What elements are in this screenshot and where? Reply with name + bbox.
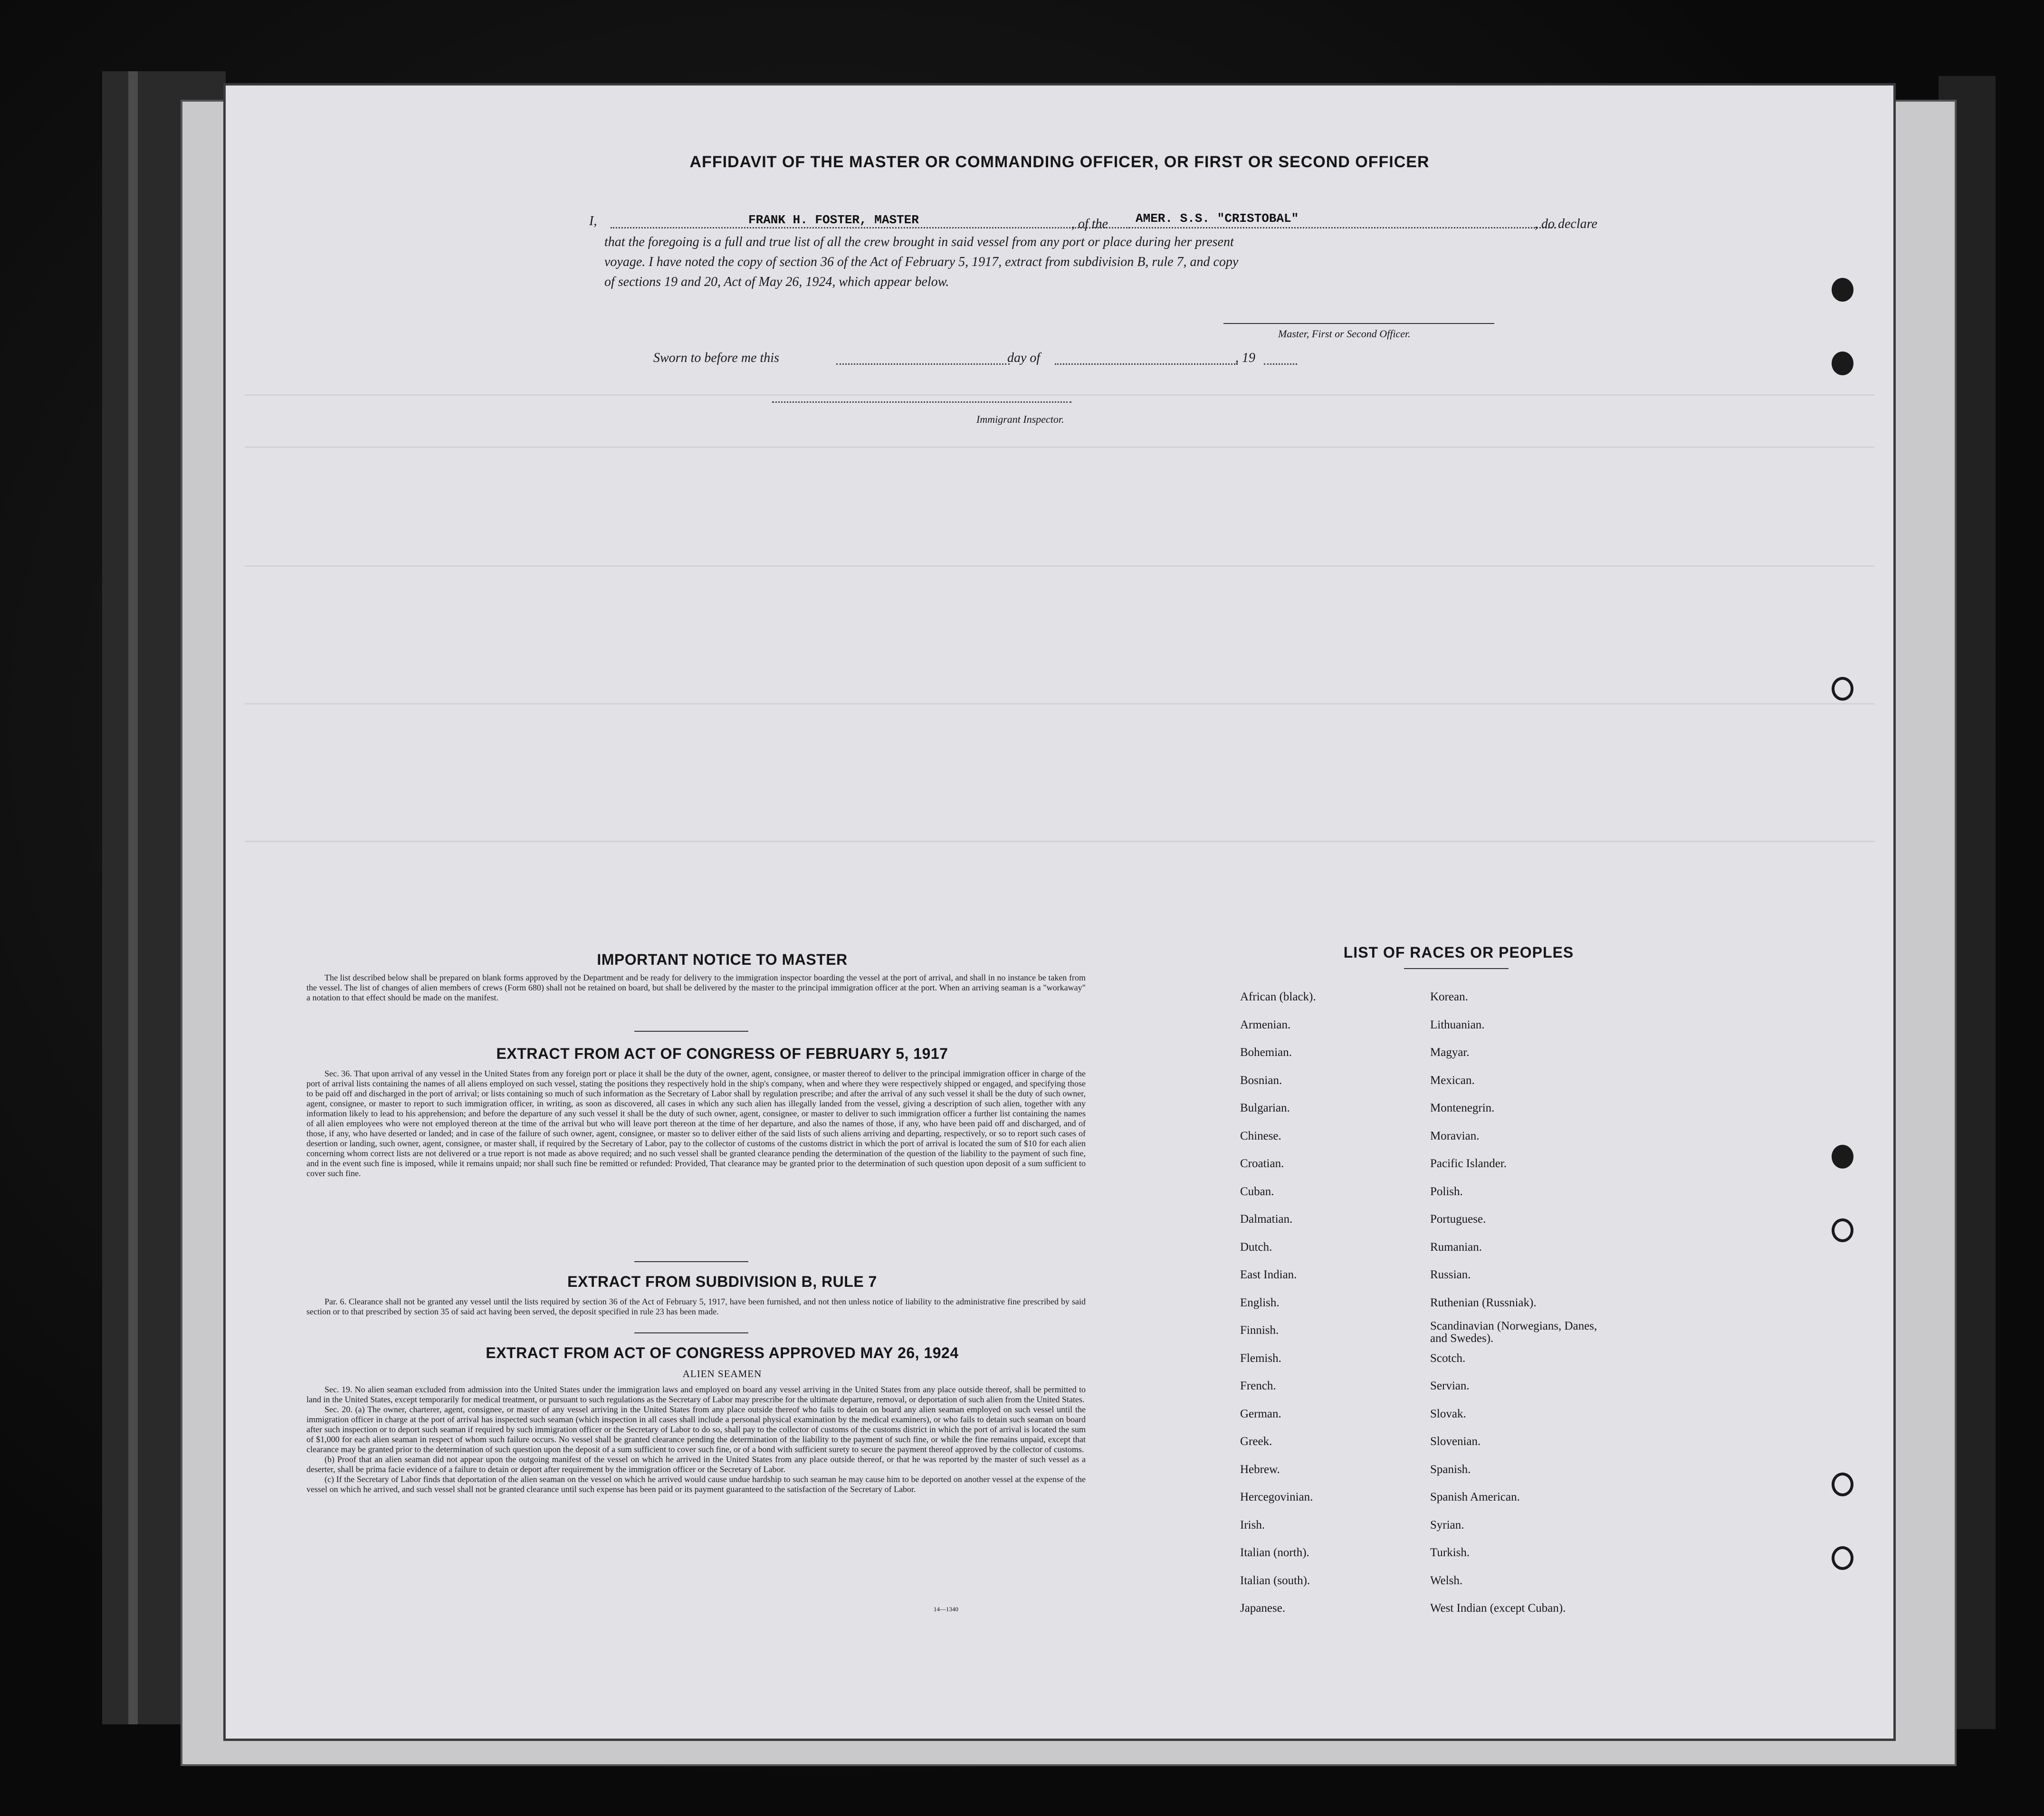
race-entry: Spanish American. <box>1430 1491 1520 1503</box>
binder-hole-icon <box>1832 1473 1853 1496</box>
races-heading: LIST OF RACES OR PEOPLES <box>1343 944 1574 961</box>
binder-hole-icon <box>1832 1546 1853 1570</box>
race-entry: Rumanian. <box>1430 1240 1482 1254</box>
race-entry: Greek. <box>1240 1435 1272 1448</box>
extract-1924-heading: EXTRACT FROM ACT OF CONGRESS APPROVED MAY 26, 1924 <box>486 1344 959 1361</box>
master-signature-line <box>1223 323 1494 324</box>
race-entry: Japanese. <box>1240 1602 1286 1615</box>
ghost-rule <box>245 841 1874 842</box>
affidavit-line-4: of sections 19 and 20, Act of May 26, 1924, which appear below. <box>604 275 949 289</box>
form-number: 14—1340 <box>934 1606 958 1613</box>
race-entry: West Indian (except Cuban). <box>1430 1602 1566 1615</box>
binder-hole-icon <box>1832 677 1853 701</box>
race-entry: Hercegovinian. <box>1240 1491 1313 1503</box>
vessel-field-line <box>1128 227 1556 228</box>
vessel-name: AMER. S.S. "CRISTOBAL" <box>1136 211 1299 226</box>
ghost-rule <box>245 565 1874 567</box>
race-entry: Flemish. <box>1240 1351 1281 1365</box>
sworn-text: Sworn to before me this <box>653 351 779 365</box>
race-entry: Armenian. <box>1240 1018 1291 1031</box>
binder-hole-icon <box>1832 1218 1853 1242</box>
race-entry: Turkish. <box>1430 1546 1470 1559</box>
race-entry: Bosnian. <box>1240 1074 1282 1087</box>
race-entry: Moravian. <box>1430 1129 1480 1142</box>
race-entry: Servian. <box>1430 1379 1470 1392</box>
section-divider <box>634 1261 748 1262</box>
par-6-paragraph: Par. 6. Clearance shall not be granted any vessel until the lists required by section 36 of the Act of February 5, 1917, have been furnished, and not then unless notice of liability to the administrative fine prescribed by said section or to that prescribed by section 35 of said act having been served, the deposit specified in rule 23 has been made. <box>306 1297 1086 1316</box>
ghost-rule <box>245 447 1874 448</box>
race-entry: Dutch. <box>1240 1240 1272 1254</box>
extract-1917-heading: EXTRACT FROM ACT OF CONGRESS OF FEBRUARY 5, 1917 <box>496 1045 948 1062</box>
affidavit-do-declare: , do declare <box>1535 217 1597 231</box>
race-entry: English. <box>1240 1296 1280 1309</box>
race-entry: African (black). <box>1240 990 1316 1003</box>
extract-rule7-heading: EXTRACT FROM SUBDIVISION B, RULE 7 <box>567 1273 877 1290</box>
year-text: , 19 <box>1235 351 1255 365</box>
alien-seamen-subheading: ALIEN SEAMEN <box>682 1368 762 1379</box>
sworn-month-line <box>1055 363 1238 365</box>
sec-20a-paragraph: Sec. 20. (a) The owner, charterer, agent, consignee, or master of any vessel arriving in the United States from any place outside thereof who fails to detain on board any alien seaman employed on such vessel until the immigration officer in charge at the port of arrival has inspected such seaman (which inspection in all cases shall include a personal physical examination by the medical examiners), or who fails to detain such seaman on board after such inspection or to deport such seaman if required by such immigration officer or the Secretary of Labor to do so, shall pay to the collector of customs of the customs district in which the port of arrival is located the sum of $1,000 for each alien seaman in respect of whom such failure occurs. No vessel shall be granted clearance pending the determination of the liability to the payment of such fine, or while the fine remains unpaid, except that clearance may be granted prior to the determination of such question upon the deposit of a sum sufficient to cover such fine, or of a bond with sufficient surety to secure the payment thereof approved by the collector of customs. <box>306 1405 1086 1454</box>
sec-19-paragraph: Sec. 19. No alien seaman excluded from admission into the United States under the immigration laws and employed on board any vessel arriving in the United States from any place outside thereof, shall be permitted to land in the United States, except temporarily for medical treatment, or pursuant to such regulations as the Secretary of Labor may prescribe for the ultimate departure, removal, or deportation of such alien from the United States. <box>306 1385 1086 1404</box>
race-entry: Syrian. <box>1430 1518 1464 1531</box>
race-entry: Mexican. <box>1430 1074 1475 1087</box>
race-entry: Welsh. <box>1430 1574 1463 1587</box>
binder-hole-icon <box>1832 278 1853 302</box>
extract-rule7-text <box>306 1297 1086 1317</box>
race-entry: Chinese. <box>1240 1129 1281 1142</box>
notice-heading: IMPORTANT NOTICE TO MASTER <box>597 951 848 968</box>
extract-1924-text <box>306 1385 1086 1494</box>
race-entry: Slovenian. <box>1430 1435 1481 1448</box>
extract-1917-text <box>306 1069 1086 1179</box>
affidavit-i: I, <box>589 214 597 228</box>
inspector-label: Immigrant Inspector. <box>976 413 1064 425</box>
race-entry: Croatian. <box>1240 1157 1284 1170</box>
race-entry: Korean. <box>1430 990 1468 1003</box>
affidavit-line-3: voyage. I have noted the copy of section 36 of the Act of February 5, 1917, extract from subdivision B, rule 7, and copy <box>604 255 1239 269</box>
race-entry: Dalmatian. <box>1240 1213 1293 1226</box>
race-entry: Scandinavian (Norwegians, Danes, and Swedes). <box>1430 1320 1597 1345</box>
race-entry: Cuban. <box>1240 1185 1274 1198</box>
race-entry: Polish. <box>1430 1185 1463 1198</box>
race-entry: Magyar. <box>1430 1046 1470 1059</box>
race-entry: French. <box>1240 1379 1276 1392</box>
race-entry: Ruthenian (Russniak). <box>1430 1296 1537 1309</box>
ghost-rule <box>245 703 1874 704</box>
affidavit-line-2: that the foregoing is a full and true list of all the crew brought in said vessel from any port or place during her present <box>604 235 1234 249</box>
affidavit-of-the: , of the <box>1071 217 1108 231</box>
notice-text <box>306 973 1086 1003</box>
section-divider <box>634 1031 748 1032</box>
race-entry: Finnish. <box>1240 1324 1279 1337</box>
race-entry: Bohemian. <box>1240 1046 1292 1059</box>
document-page <box>226 86 1893 1739</box>
race-entry: Portuguese. <box>1430 1213 1486 1226</box>
ghost-rule <box>245 394 1874 396</box>
race-entry: Pacific Islander. <box>1430 1157 1507 1170</box>
race-entry: German. <box>1240 1407 1281 1420</box>
sec-20b-paragraph: (b) Proof that an alien seaman did not appear upon the outgoing manifest of the vessel on which he arrived in the United States from any place outside thereof, or that he was reported by the master of such vessel as a deserter, shall be prima facie evidence of a failure to detain or deport after requirement by the immigration officer or the Secretary of Labor. <box>306 1455 1086 1474</box>
film-strip <box>128 71 138 1724</box>
race-entry: Slovak. <box>1430 1407 1466 1420</box>
section-36-paragraph: Sec. 36. That upon arrival of any vessel in the United States from any foreign port or place it shall be the duty of the owner, agent, consignee, or master thereof to deliver to the principal immigration officer in charge of the port of arrival lists containing the names of all aliens employed on such vessel, stating the positions they respectively hold in the ship's company, when and where they were respectively shipped or engaged, and specifying those to be paid off and discharged in the port of arrival; or lists containing so much of such information as the Secretary of Labor shall by regulation prescribe; and after the arrival of any such vessel it shall be the duty of such owner, agent, consignee, or master to report to such immigration officer, in writing, as soon as discovered, all cases in which any such alien has illegally landed from the vessel, giving a description of such alien, together with any information likely to lead to his apprehension; and before the departure of any such vessel it shall be the duty of such owner, agent, consignee, or master to deliver to such immigration officer a further list containing the names of all alien employees who were not employed thereon at the time of the arrival but who will leave port thereon at the time of her departure, and also the names of those, if any, who have been paid off and discharged, and of those, if any, who have deserted or landed; and in case of the failure of such owner, agent, consignee, or master so to deliver either of the said lists of such aliens arriving and departing, respectively, or so to report such cases of desertion or landing, such owner, agent, consignee, or master shall, if required by the Secretary of Labor, pay to the collector of customs of the customs district in which the port of arrival is located the sum of $10 for each alien concerning whom correct lists are not delivered or a true report is not made as above required; and no such vessel shall be granted clearance pending the determination of the question of the liability to the payment of such fine, and in the event such fine is imposed, while it remains unpaid; nor shall such fine be remitted or refunded: Provided, That clearance may be granted prior to the determination of such question upon deposit of a sum sufficient to cover such fine. <box>306 1069 1086 1178</box>
race-entry: Spanish. <box>1430 1463 1471 1476</box>
race-entry: Bulgarian. <box>1240 1102 1290 1114</box>
inspector-signature-line <box>772 401 1071 403</box>
race-entry: Scotch. <box>1430 1351 1466 1365</box>
section-divider <box>634 1332 748 1333</box>
race-entry: East Indian. <box>1240 1268 1297 1281</box>
race-entry: Irish. <box>1240 1518 1265 1531</box>
notice-paragraph: The list described below shall be prepared on blank forms approved by the Department and be ready for delivery to the immigration inspector boarding the vessel at the port of arrival, and shall in no instance be taken from the vessel. The list of changes of alien members of crews (Form 680) shall not be retained on board, but shall be delivered by the master to the principal immigration officer at the port. When an arriving seaman is a "workaway" a notation to that effect should be made on the manifest. <box>306 973 1086 1002</box>
binder-hole-icon <box>1832 352 1853 375</box>
race-entry: Lithuanian. <box>1430 1018 1485 1031</box>
affidavit-title: AFFIDAVIT OF THE MASTER OR COMMANDING OFFICER, OR FIRST OR SECOND OFFICER <box>689 153 1430 171</box>
race-entry: Russian. <box>1430 1268 1471 1281</box>
master-signature-label: Master, First or Second Officer. <box>1278 328 1411 340</box>
race-entry: Italian (south). <box>1240 1574 1310 1587</box>
race-entry: Montenegrin. <box>1430 1102 1495 1114</box>
sworn-day-line <box>836 363 1010 365</box>
race-entry: Italian (north). <box>1240 1546 1309 1559</box>
master-name: FRANK H. FOSTER, MASTER <box>748 213 919 227</box>
races-divider <box>1404 968 1509 969</box>
day-of-text: day of <box>1007 351 1041 365</box>
binder-hole-icon <box>1832 1145 1853 1169</box>
sec-20c-paragraph: (c) If the Secretary of Labor finds that deportation of the alien seaman on the vessel on which he arrived would cause undue hardship to such seaman he may cause him to be deported on another vessel at the expense of the vessel on which he arrived, and such vessel shall not be granted clearance until such expense has been paid or its payment guaranteed to the satisfaction of the Secretary of Labor. <box>306 1474 1086 1494</box>
sworn-year-line <box>1264 363 1297 365</box>
race-entry: Hebrew. <box>1240 1463 1280 1476</box>
